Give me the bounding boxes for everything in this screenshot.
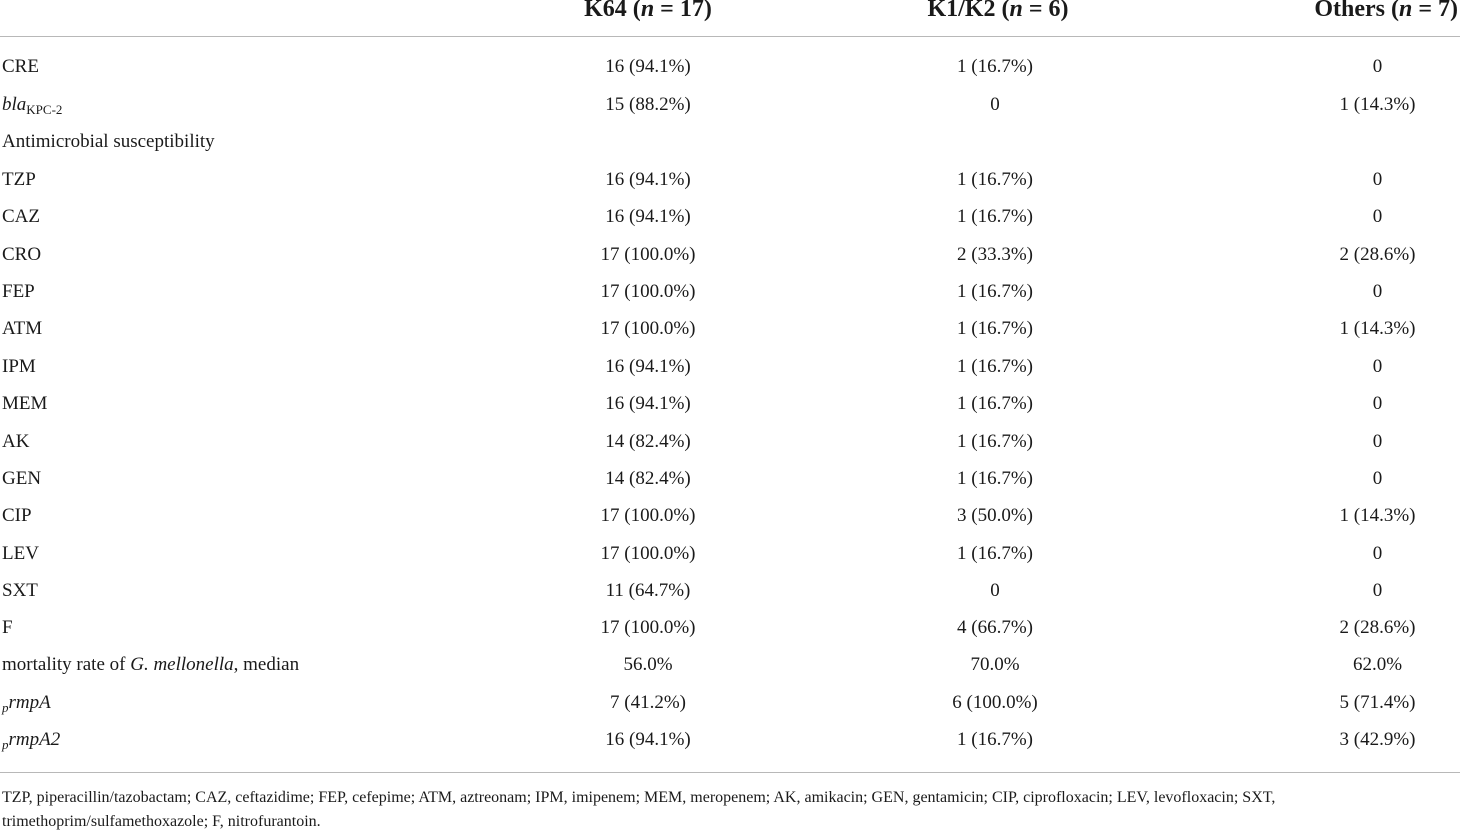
cell-others: 1 (14.3%) bbox=[1339, 505, 1416, 526]
cell-k1k2: 1 (16.7%) bbox=[957, 393, 1033, 414]
cell-k64: 14 (82.4%) bbox=[605, 468, 691, 489]
row-label: CRE bbox=[2, 56, 39, 77]
cell-k1k2: 1 (16.7%) bbox=[957, 169, 1033, 190]
row-label: CIP bbox=[2, 505, 32, 526]
cell-k64: 56.0% bbox=[623, 654, 673, 675]
cell-k64: 16 (94.1%) bbox=[605, 56, 691, 77]
cell-others: 0 bbox=[1372, 56, 1383, 77]
cell-others: 0 bbox=[1372, 580, 1383, 601]
cell-k64: 16 (94.1%) bbox=[605, 356, 691, 377]
table-row bbox=[0, 348, 1460, 385]
table-row bbox=[0, 572, 1460, 609]
cell-k1k2: 1 (16.7%) bbox=[957, 431, 1033, 452]
cell-k1k2: 6 (100.0%) bbox=[952, 692, 1038, 713]
cell-others: 0 bbox=[1372, 281, 1383, 302]
top-rule bbox=[0, 36, 1460, 37]
row-label: $_p$rmpA2 bbox=[2, 729, 61, 752]
table-row bbox=[0, 48, 1460, 85]
table-row bbox=[0, 684, 1460, 721]
table-row bbox=[0, 609, 1460, 646]
row-label: ATM bbox=[2, 318, 43, 339]
row-label: GEN bbox=[2, 468, 42, 489]
table-row bbox=[0, 721, 1460, 758]
row-label: CRO bbox=[2, 244, 42, 265]
cell-k64: 11 (64.7%) bbox=[605, 580, 691, 601]
cell-others: 0 bbox=[1372, 206, 1383, 227]
cell-k1k2: 1 (16.7%) bbox=[957, 543, 1033, 564]
cell-k1k2: 0 bbox=[990, 94, 1000, 115]
row-label: CAZ bbox=[2, 206, 40, 227]
cell-k64: 16 (94.1%) bbox=[605, 729, 691, 750]
table-row bbox=[0, 161, 1460, 198]
row-label: LEV bbox=[2, 543, 39, 564]
row-label: AK bbox=[2, 431, 30, 452]
bottom-rule bbox=[0, 772, 1460, 773]
cell-k1k2: 1 (16.7%) bbox=[957, 56, 1033, 77]
cell-others: 1 (14.3%) bbox=[1339, 318, 1416, 339]
cell-k64: 17 (100.0%) bbox=[600, 244, 696, 265]
cell-k1k2: 0 bbox=[990, 580, 1000, 601]
cell-k64: 16 (94.1%) bbox=[605, 206, 691, 227]
cell-k1k2: 1 (16.7%) bbox=[957, 356, 1033, 377]
cell-k1k2: 2 (33.3%) bbox=[957, 244, 1033, 265]
table-row bbox=[0, 460, 1460, 497]
cell-others: 5 (71.4%) bbox=[1339, 692, 1416, 713]
row-label: F bbox=[2, 617, 13, 638]
cell-k1k2: 1 (16.7%) bbox=[957, 206, 1033, 227]
cell-k1k2: 1 (16.7%) bbox=[957, 729, 1033, 750]
row-label: MEM bbox=[2, 393, 48, 414]
table-row bbox=[0, 236, 1460, 273]
cell-k64: 17 (100.0%) bbox=[600, 318, 696, 339]
table-row bbox=[0, 198, 1460, 235]
cell-k1k2: 4 (66.7%) bbox=[957, 617, 1033, 638]
cell-k1k2: 1 (16.7%) bbox=[957, 281, 1033, 302]
table-row bbox=[0, 310, 1460, 347]
cell-others: 0 bbox=[1372, 431, 1383, 452]
cell-k64: 14 (82.4%) bbox=[605, 431, 691, 452]
cell-k1k2: 1 (16.7%) bbox=[957, 318, 1033, 339]
cell-k64: 16 (94.1%) bbox=[605, 393, 691, 414]
row-label: TZP bbox=[2, 169, 36, 190]
cell-others: 62.0% bbox=[1352, 654, 1403, 675]
cell-others: 0 bbox=[1372, 543, 1383, 564]
cell-others: 0 bbox=[1372, 468, 1383, 489]
cell-others: 1 (14.3%) bbox=[1339, 94, 1416, 115]
cell-k64: 17 (100.0%) bbox=[600, 505, 696, 526]
cell-others: 2 (28.6%) bbox=[1339, 244, 1416, 265]
cell-k64: 7 (41.2%) bbox=[610, 692, 686, 713]
row-label: SXT bbox=[2, 580, 38, 601]
table-row bbox=[0, 423, 1460, 460]
header-k1k2: K1/K2 (n = 6) bbox=[927, 0, 1069, 22]
row-label: FEP bbox=[2, 281, 35, 302]
cell-others: 3 (42.9%) bbox=[1339, 729, 1416, 750]
cell-k1k2: 1 (16.7%) bbox=[957, 468, 1033, 489]
table-header bbox=[0, 0, 1460, 30]
table-row bbox=[0, 86, 1460, 123]
cell-k1k2: 3 (50.0%) bbox=[957, 505, 1033, 526]
row-label: Antimicrobial susceptibility bbox=[2, 131, 215, 152]
table-row bbox=[0, 646, 1460, 683]
table-row bbox=[0, 497, 1460, 534]
cell-others: 0 bbox=[1372, 169, 1383, 190]
table-row bbox=[0, 385, 1460, 422]
cell-k64: 16 (94.1%) bbox=[605, 169, 691, 190]
cell-k64: 17 (100.0%) bbox=[600, 281, 696, 302]
table-row bbox=[0, 273, 1460, 310]
table-footnote: TZP, piperacillin/tazobactam; CAZ, ceftazidime; FEP, cefepime; ATM, aztreonam; IPM, imipenem; MEM, meropenem; AK, amikacin; GEN, gentamicin; CIP, ciprofloxacin; LEV, levofloxacin; SXT, trimethoprim/sulfamethoxazole; F, nitrofurantoin. bbox=[2, 789, 1276, 830]
row-label: IPM bbox=[2, 356, 36, 377]
cell-k64: 17 (100.0%) bbox=[600, 543, 696, 564]
cell-others: 0 bbox=[1372, 393, 1383, 414]
cell-k64: 17 (100.0%) bbox=[600, 617, 696, 638]
row-label: bla$_{KPC-2}$ bbox=[2, 94, 63, 117]
header-k64: K64 (n = 17) bbox=[584, 0, 712, 22]
cell-others: 2 (28.6%) bbox=[1339, 617, 1416, 638]
cell-k64: 15 (88.2%) bbox=[605, 94, 691, 115]
cell-others: 0 bbox=[1372, 356, 1383, 377]
row-label: mortality rate of G. mellonella, median bbox=[2, 654, 300, 675]
row-label: $_p$rmpA bbox=[2, 692, 51, 715]
cell-k1k2: 70.0% bbox=[970, 654, 1020, 675]
table-row bbox=[0, 535, 1460, 572]
header-others: Others (n = 7) bbox=[1314, 0, 1458, 22]
table-row bbox=[0, 123, 1460, 160]
